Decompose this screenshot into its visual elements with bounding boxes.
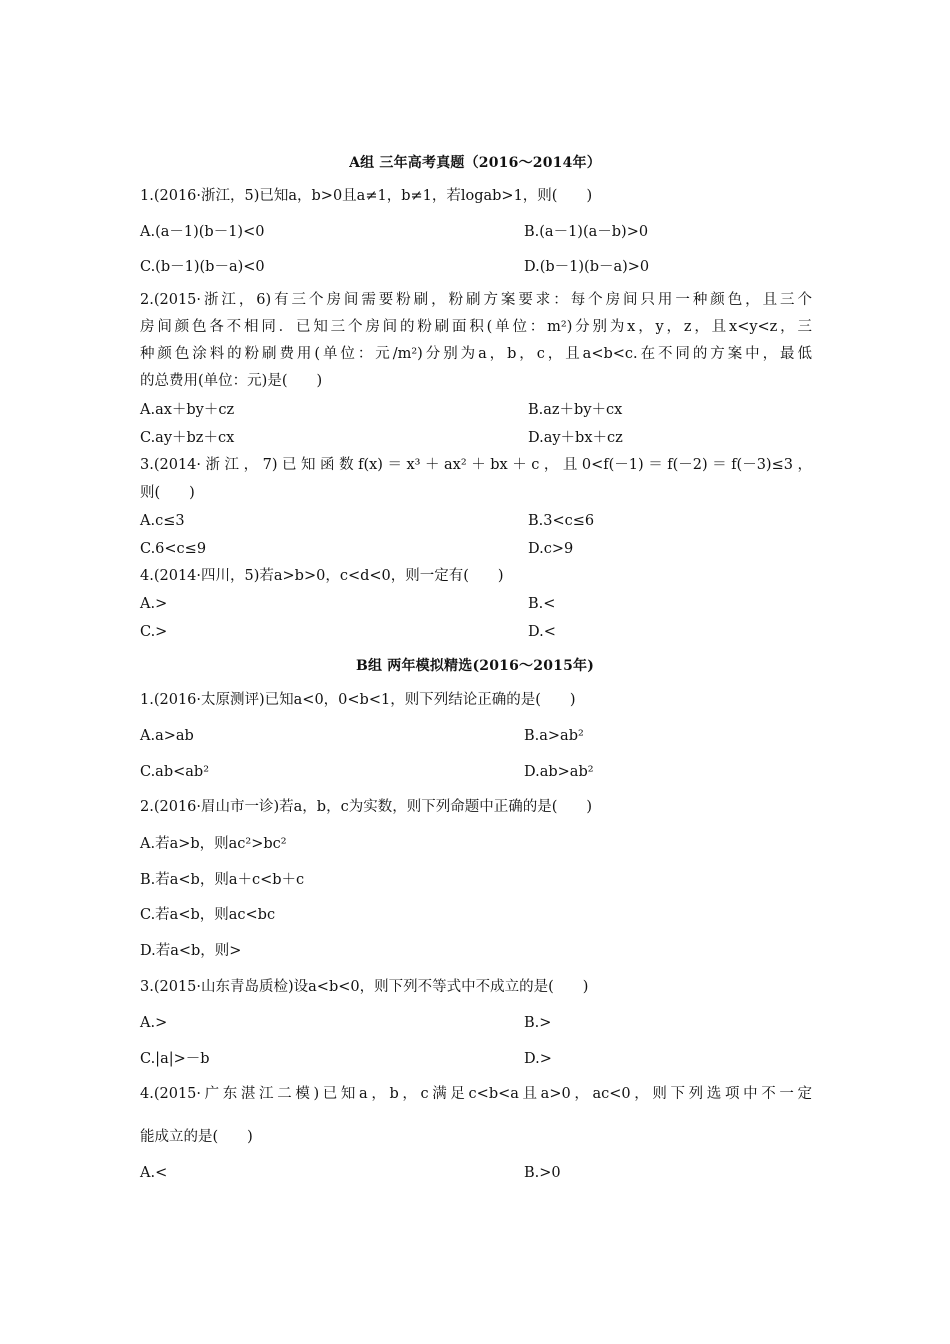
question-a4-option-c: C.> xyxy=(140,624,168,640)
question-b3-option-d: D.> xyxy=(524,1051,552,1067)
question-a1-option-c: C.(b－1)(b－a)<0 xyxy=(140,259,265,275)
question-b3-option-c: C.|a|>－b xyxy=(140,1051,210,1067)
question-a3-line2: 则( ) xyxy=(140,485,195,501)
question-a2-option-c: C.ay＋bz＋cx xyxy=(140,430,235,446)
question-a3-option-a: A.c≤3 xyxy=(140,513,185,529)
question-b4-line1: 4.(2015·广东湛江二模)已知a，b，c满足c<b<a且a>0，ac<0，则下列选项中不一定 xyxy=(140,1086,812,1102)
question-b2-stem: 2.(2016·眉山市一诊)若a，b，c为实数，则下列命题中正确的是( ) xyxy=(140,799,593,815)
question-a4-option-b: B.< xyxy=(528,596,556,612)
question-b4-option-a: A.< xyxy=(140,1165,168,1181)
question-a1-option-a: A.(a－1)(b－1)<0 xyxy=(140,224,265,240)
question-b1-stem: 1.(2016·太原测评)已知a<0，0<b<1，则下列结论正确的是( ) xyxy=(140,692,576,708)
question-a2-option-b: B.az＋by＋cx xyxy=(528,402,623,418)
question-a3-option-b: B.3<c≤6 xyxy=(528,513,595,529)
question-a4-option-a: A.> xyxy=(140,596,168,612)
question-a4-option-d: D.< xyxy=(528,624,556,640)
question-a2-line3: 种颜色涂料的粉刷费用(单位：元/m²)分别为a，b，c，且a<b<c.在不同的方案中，最低 xyxy=(140,346,812,362)
question-a2-option-d: D.ay＋bx＋cz xyxy=(528,430,623,446)
question-a4-stem: 4.(2014·四川，5)若a>b>0，c<d<0，则一定有( ) xyxy=(140,568,504,584)
question-b4-option-b: B.>0 xyxy=(524,1165,561,1181)
question-b1-option-d: D.ab>ab² xyxy=(524,764,594,780)
question-a2-line1: 2.(2015·浙江，6)有三个房间需要粉刷，粉刷方案要求：每个房间只用一种颜色，且三个 xyxy=(140,292,812,308)
question-a1-option-d: D.(b－1)(b－a)>0 xyxy=(524,259,650,275)
question-a1-option-b: B.(a－1)(a－b)>0 xyxy=(524,224,649,240)
question-b2-option-d: D.若a<b，则> xyxy=(140,943,242,959)
group-b-title: B组 两年模拟精选(2016～2015年) xyxy=(355,658,595,674)
question-b3-stem: 3.(2015·山东青岛质检)设a<b<0，则下列不等式中不成立的是( ) xyxy=(140,979,589,995)
group-a-title: A组 三年高考真题（2016～2014年） xyxy=(349,155,601,171)
question-a1-stem: 1.(2016·浙江，5)已知a，b>0且a≠1，b≠1，若logab>1，则( ) xyxy=(140,188,593,204)
question-b3-option-b: B.> xyxy=(524,1015,552,1031)
question-b4-line2: 能成立的是( ) xyxy=(140,1129,253,1145)
question-b1-option-a: A.a>ab xyxy=(140,728,194,744)
question-b3-option-a: A.> xyxy=(140,1015,168,1031)
question-b1-option-b: B.a>ab² xyxy=(524,728,584,744)
question-b1-option-c: C.ab<ab² xyxy=(140,764,210,780)
question-a3-option-d: D.c>9 xyxy=(528,541,574,557)
question-b2-option-b: B.若a<b，则a＋c<b＋c xyxy=(140,872,305,888)
question-a3-line1: 3.(2014·浙江，7)已知函数f(x)＝x³＋ax²＋bx＋c，且0<f(－1)＝f(－2)＝f(－3)≤3， xyxy=(140,457,812,473)
question-a2-option-a: A.ax＋by＋cz xyxy=(140,402,235,418)
question-a3-option-c: C.6<c≤9 xyxy=(140,541,207,557)
question-b2-option-c: C.若a<b，则ac<bc xyxy=(140,907,276,923)
question-b2-option-a: A.若a>b，则ac²>bc² xyxy=(140,836,287,852)
question-a2-line2: 房间颜色各不相同．已知三个房间的粉刷面积(单位：m²)分别为x，y，z，且x<y<z，三 xyxy=(140,319,812,335)
question-a2-line4: 的总费用(单位：元)是( ) xyxy=(140,373,323,389)
